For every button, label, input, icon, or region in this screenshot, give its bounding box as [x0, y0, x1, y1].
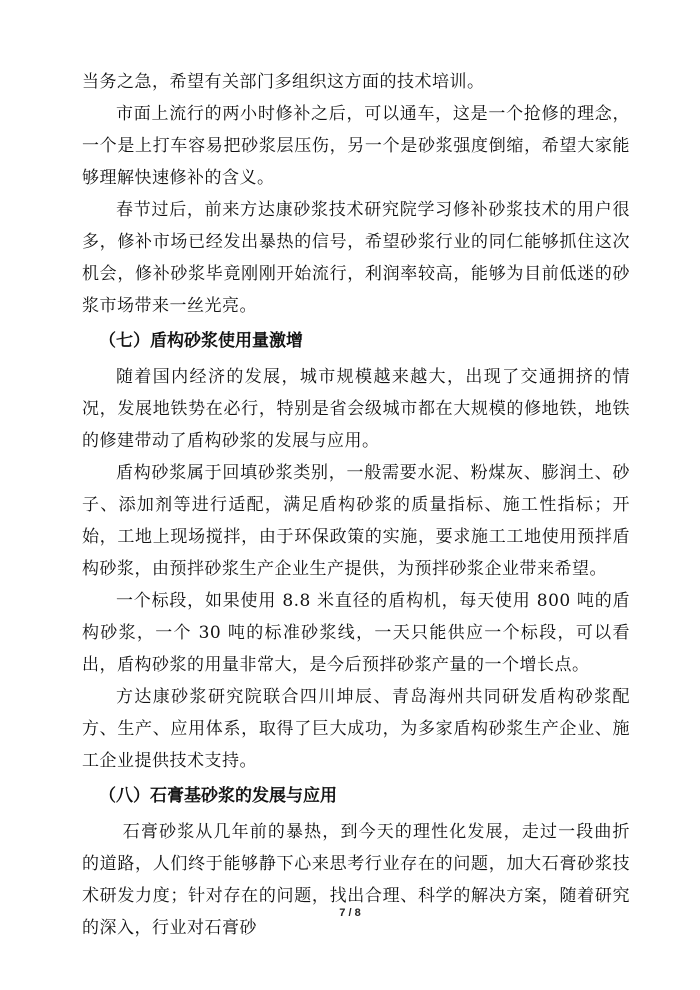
section-heading-7: （七）盾构砂浆使用量激增 [99, 331, 303, 351]
paragraph: 盾构砂浆属于回填砂浆类别，一般需要水泥、粉煤灰、膨润土、砂子、添加剂等进行适配，满足盾构砂浆的质量指标、施工性指标；开始，工地上现场搅拌，由于环保政策的实施，要求施工工地使用预拌盾构砂浆，由预拌砂浆生产企业生产提供，为预拌砂浆企业带来希望。 [82, 463, 630, 579]
paragraph: 一个标段，如果使用 8.8 米直径的盾构机，每天使用 800 吨的盾构砂浆，一个 30 吨的标准砂浆线，一天只能供应一个标段，可以看出，盾构砂浆的用量非常大，是今后预拌砂浆产量的一个增长点。 [82, 591, 630, 675]
paragraph: 方达康砂浆研究院联合四川坤辰、青岛海州共同研发盾构砂浆配方、生产、应用体系，取得了巨大成功，为多家盾构砂浆生产企业、施工企业提供技术支持。 [82, 687, 630, 771]
paragraph: 石膏砂浆从几年前的暴热，到今天的理性化发展，走过一段曲折的道路，人们终于能够静下心来思考行业存在的问题，加大石膏砂浆技术研发力度；针对存在的问题，找出合理、科学的解决方案，随着研究的深入，行业对石膏砂 [82, 822, 630, 938]
paragraph: 当务之急，希望有关部门多组织这方面的技术培训。 [82, 72, 485, 92]
section-heading-8: （八）石膏基砂浆的发展与应用 [99, 786, 337, 806]
paragraph: 市面上流行的两小时修补之后，可以通车，这是一个抢修的理念，一个是上打车容易把砂浆层压伤，另一个是砂浆强度倒缩，希望大家能够理解快速修补的含义。 [82, 104, 630, 188]
paragraph: 随着国内经济的发展，城市规模越来越大，出现了交通拥挤的情况，发展地铁势在必行，特别是省会级城市都在大规模的修地铁，地铁的修建带动了盾构砂浆的发展与应用。 [82, 367, 630, 451]
page-number: 7 / 8 [339, 907, 361, 919]
document-body [82, 66, 630, 944]
paragraph: 春节过后，前来方达康砂浆技术研究院学习修补砂浆技术的用户很多，修补市场已经发出暴热的信号，希望砂浆行业的同仁能够抓住这次机会，修补砂浆毕竟刚刚开始流行，利润率较高，能够为目前低迷的砂浆市场带来一丝光亮。 [82, 200, 630, 316]
